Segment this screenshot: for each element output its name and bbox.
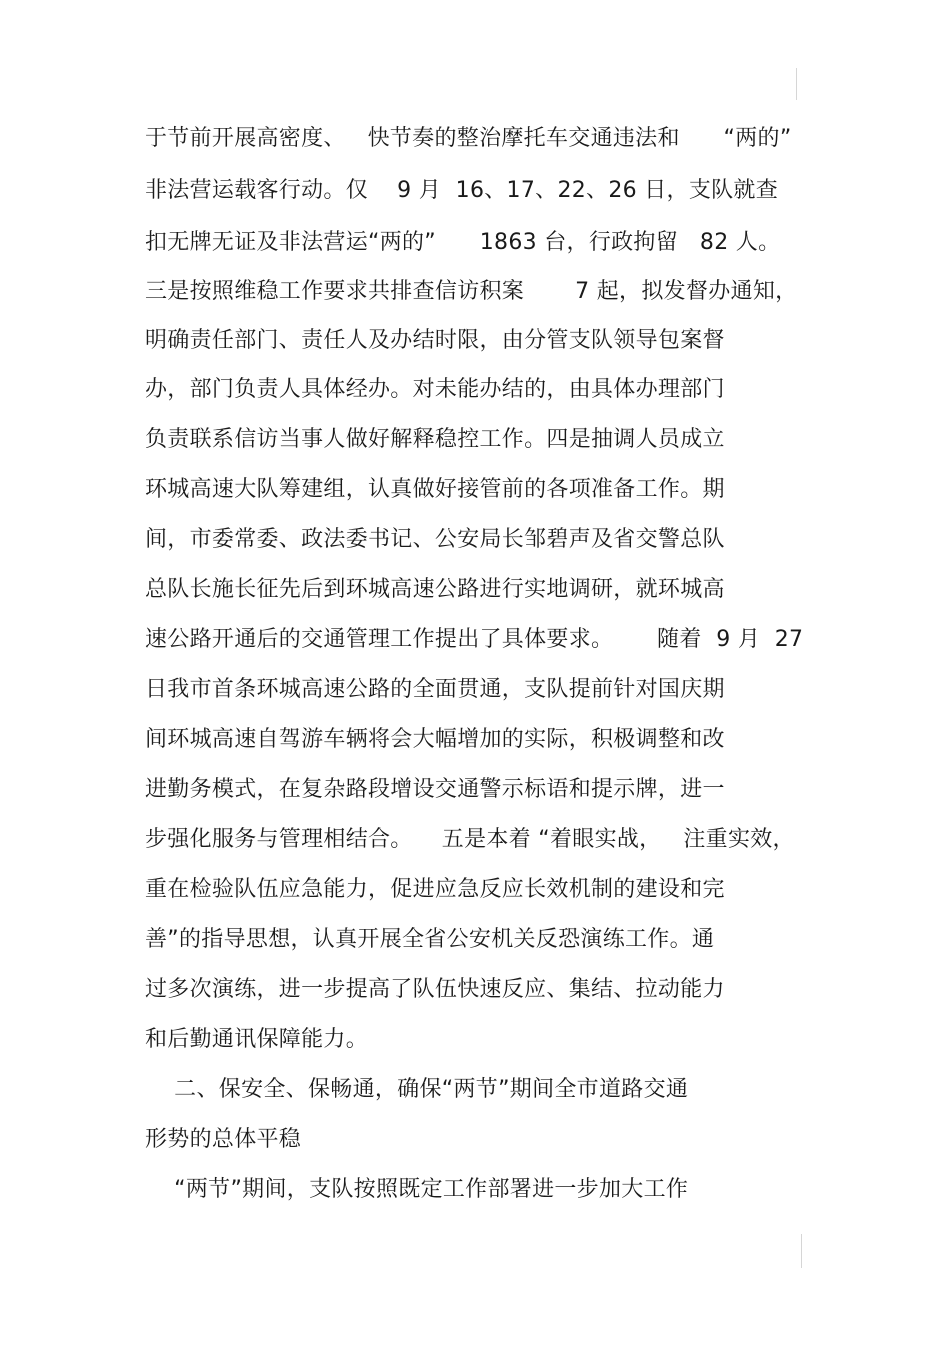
text-line: 步强化服务与管理相结合。 五是本着 “着眼实战， 注重实效， <box>145 827 795 852</box>
text-line: 过多次演练，进一步提高了队伍快速反应、集结、拉动能力 <box>145 977 725 1002</box>
text-line: 负责联系信访当事人做好解释稳控工作。四是抽调人员成立 <box>145 427 725 452</box>
text-line: “两节”期间，支队按照既定工作部署进一步加大工作 <box>145 1177 689 1202</box>
page-edge-mark-top <box>796 68 797 100</box>
text-line: 办，部门负责人具体经办。对未能办结的，由具体办理部门 <box>145 377 725 402</box>
text-line: 间环城高速自驾游车辆将会大幅增加的实际，积极调整和改 <box>145 727 725 752</box>
text-line: 总队长施长征先后到环城高速公路进行实地调研，就环城高 <box>145 577 725 602</box>
text-line: 间，市委常委、政法委书记、公安局长邹碧声及省交警总队 <box>145 527 725 552</box>
text-line: 三是按照维稳工作要求共排查信访积案 7 起，拟发督办通知， <box>145 279 798 304</box>
text-line: 进勤务模式，在复杂路段增设交通警示标语和提示牌，进一 <box>145 777 725 802</box>
text-line: 非法营运载客行动。仅 9 月 16、17、22、26 日，支队就查 <box>145 178 779 203</box>
text-line: 于节前开展高密度、 快节奏的整治摩托车交通违法和 “两的” <box>145 126 792 151</box>
text-line: 和后勤通讯保障能力。 <box>145 1027 369 1052</box>
text-line: 速公路开通后的交通管理工作提出了具体要求。 随着 9 月 27 <box>145 627 804 652</box>
text-line: 重在检验队伍应急能力，促进应急反应长效机制的建设和完 <box>145 877 725 902</box>
section-heading-line: 二、保安全、保畅通，确保“两节”期间全市道路交通 <box>145 1077 689 1102</box>
text-line: 环城高速大队筹建组，认真做好接管前的各项准备工作。期 <box>145 477 725 502</box>
section-heading-line: 形势的总体平稳 <box>145 1127 302 1152</box>
text-line: 善”的指导思想，认真开展全省公安机关反恐演练工作。通 <box>145 927 715 952</box>
text-line: 日我市首条环城高速公路的全面贯通，支队提前针对国庆期 <box>145 677 725 702</box>
page-edge-mark-bottom <box>801 1234 802 1268</box>
text-line: 明确责任部门、责任人及办结时限，由分管支队领导包案督 <box>145 328 725 353</box>
text-line: 扣无牌无证及非法营运“两的” 1863 台，行政拘留 82 人。 <box>145 230 781 255</box>
